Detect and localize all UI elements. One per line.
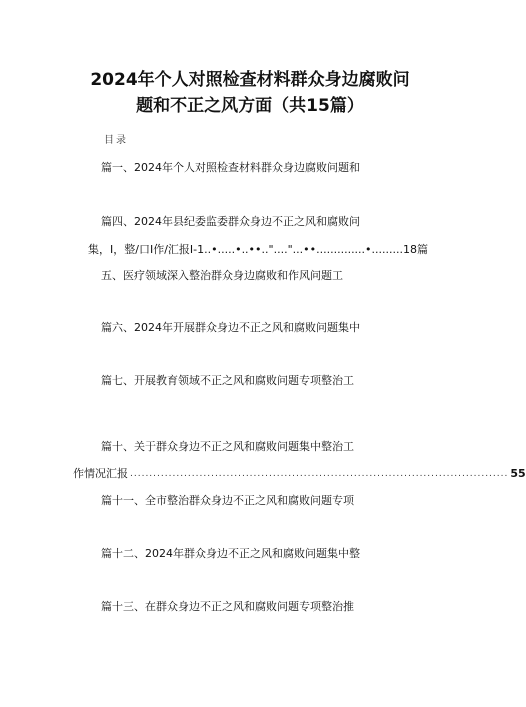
- toc-entry-5[interactable]: 五、医疗领域深入整治群众身边腐败和作风问题工: [101, 269, 343, 282]
- toc-entry-6[interactable]: 篇六、2024年开展群众身边不正之风和腐败问题集中: [101, 321, 360, 334]
- toc-entry-10-text-end: 作情况汇报: [73, 467, 128, 480]
- toc-entry-13[interactable]: 篇十三、在群众身边不正之风和腐败问题专项整治推: [101, 600, 354, 613]
- toc-heading: 目录: [104, 135, 128, 146]
- toc-entry-12[interactable]: 篇十二、2024年群众身边不正之风和腐败问题集中整: [101, 547, 360, 560]
- toc-entry-10-continuation[interactable]: [73, 466, 526, 482]
- toc-entry-11[interactable]: 篇十一、全市整治群众身边不正之风和腐败问题专项: [101, 494, 354, 507]
- toc-entry-10[interactable]: 篇十、关于群众身边不正之风和腐败问题集中整治工: [101, 440, 354, 453]
- toc-entry-1[interactable]: 篇一、2024年个人对照检查材料群众身边腐败问题和: [101, 161, 360, 174]
- toc-entry-4-continuation[interactable]: 集，I，整/口I作/汇报I-1..•.....•..••.."...."...••..............•.........18篇: [88, 243, 429, 256]
- toc-dot-leader: ..................................................................................................: [130, 469, 509, 479]
- toc-entry-4[interactable]: 篇四、2024年县纪委监委群众身边不正之风和腐败问: [101, 215, 360, 228]
- toc-page-number: 55: [510, 467, 526, 480]
- toc-entry-7[interactable]: 篇七、开展教育领域不正之风和腐败问题专项整治工: [101, 374, 354, 387]
- document-title-line-1: 2024年个人对照检查材料群众身边腐败问: [90, 70, 410, 90]
- document-title-line-2: 题和不正之风方面（共15篇）: [136, 96, 364, 116]
